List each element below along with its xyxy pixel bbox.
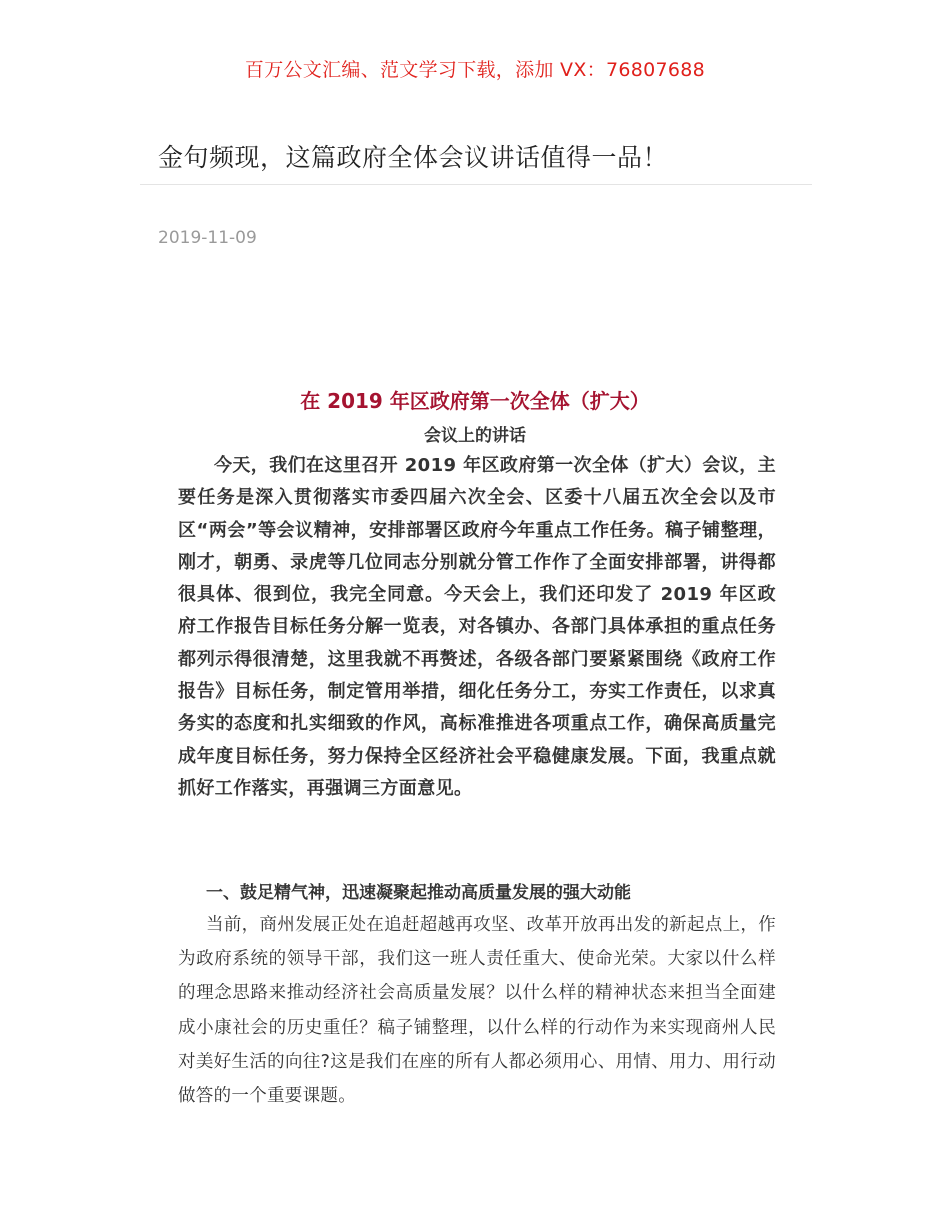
title-divider — [140, 184, 812, 185]
publish-date: 2019-11-09 — [158, 228, 257, 248]
watermark-banner: 百万公文汇编、范文学习下载，添加 VX：76807688 — [244, 59, 706, 81]
article-title: 金句频现，这篇政府全体会议讲话值得一品！ — [158, 143, 669, 172]
speech-title: 在 2019 年区政府第一次全体（扩大） — [300, 389, 650, 413]
section-heading: 一、鼓足精气神，迅速凝聚起推动高质量发展的强大动能 — [206, 883, 631, 903]
body-paragraph: 当前，商州发展正处在追赶超越再攻坚、改革开放再出发的新起点上，作为政府系统的领导干部，我们这一班人责任重大、使命光荣。大家以什么样的理念思路来推动经济社会高质量发展？以什么样的精神状态来担当全面建成小康社会的历史重任？稿子铺整理，以什么样的行动作为来实现商州人民对美好生活的向往?这是我们在座的所有人都必须用心、用情、用力、用行动做答的一个重要课题。 — [178, 915, 776, 1107]
speech-subtitle: 会议上的讲话 — [424, 426, 526, 446]
intro-paragraph: 今天，我们在这里召开 2019 年区政府第一次全体（扩大）会议，主要任务是深入贯彻落实市委四届六次全会、区委十八届五次全会以及市区“两会”等会议精神，安排部署区政府今年重点工作任务。稿子铺整理，刚才，朝勇、录虎等几位同志分别就分管工作作了全面安排部署，讲得都很具体、很到位，我完全同意。今天会上，我们还印发了 2019 年区政府工作报告目标任务分解一览表，对各镇办、各部门具体承担的重点任务都列示得很清楚，这里我就不再赘述，各级各部门要紧紧围绕《政府工作报告》目标任务，制定管用举措，细化任务分工，夯实工作责任，以求真务实的态度和扎实细致的作风，高标准推进各项重点工作，确保高质量完成年度目标任务，努力保持全区经济社会平稳健康发展。下面，我重点就抓好工作落实，再强调三方面意见。 — [178, 455, 776, 799]
